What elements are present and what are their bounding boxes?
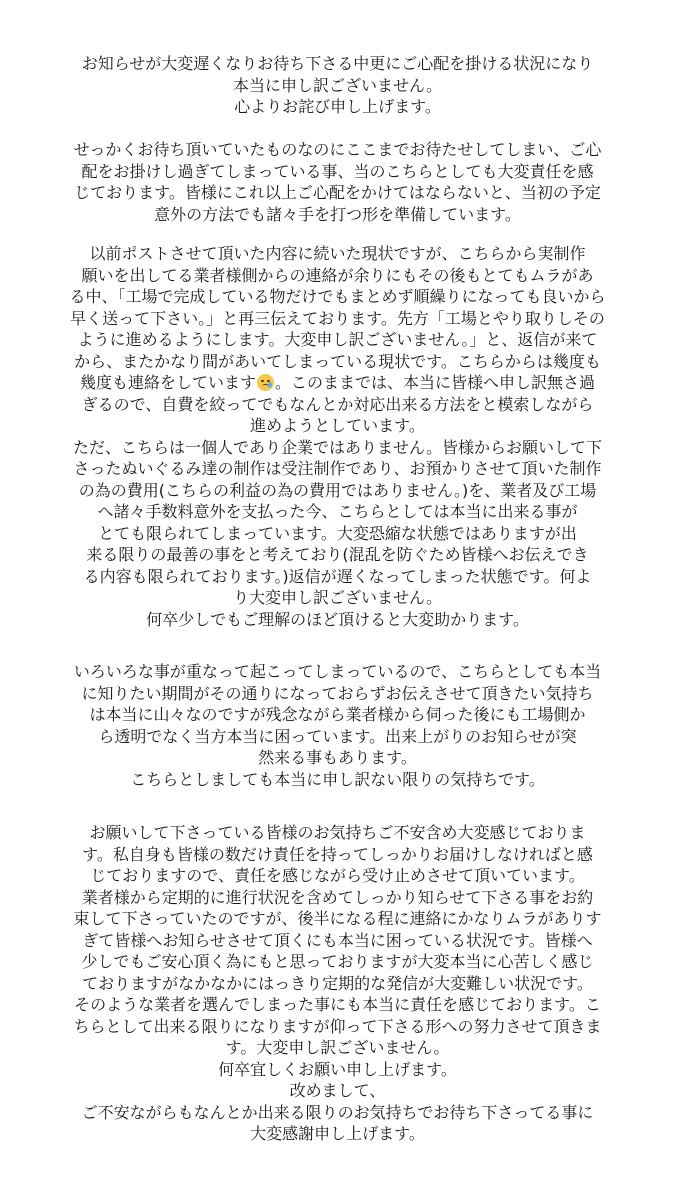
paragraph-closing	[66, 822, 609, 1145]
text-line: に知りたい期間がその通りになっておらずお伝えさせて頂きたい気持ち	[81, 683, 594, 703]
text-line: 心よりお詫び申し上げます。	[234, 97, 441, 116]
text-line: は本当に山々なのですが残念ながら業者様から伺った後にも工場側か	[89, 705, 586, 724]
text-line: お願いして下さっている皆様のお気持ちご不安含め大変感じておりま	[89, 823, 586, 842]
text-line: ただ、こちらは一個人であり企業ではありません。皆様からお願いして下	[73, 437, 602, 457]
text-line-with-emoji	[66, 372, 609, 394]
text-line: ぎて皆様へお知らせさせて頂くにも本当に困っている状況です。皆様へ	[82, 930, 593, 950]
text-line: ら透明でなく当方本当に困っています。出来上がりのお知らせが突	[98, 726, 577, 746]
text-line: 大変感謝申し上げます。	[250, 1124, 425, 1143]
text-line: 配をお掛けし過ぎてしまっている事、当のこちらとしても大変責任を感	[81, 161, 594, 181]
text-line: ように進めるようにします。大変申し訳ございません。」と、返信が来て	[77, 330, 598, 349]
text-line: 然来る事もあります。	[258, 748, 417, 767]
text-line: す。大変申し訳ございません。	[225, 1038, 450, 1057]
text-line: 願いを出してる業者様側からの連絡が余りにもその後もとてもムラがあ	[81, 265, 594, 285]
text-line: 意外の方法でも諸々手を打つ形を準備しています。	[154, 204, 521, 224]
text-line: 束して下さっていたのですが、後半になる程に連絡にかなりムラがありす	[73, 909, 602, 928]
text-line: 改めまして、	[289, 1081, 386, 1100]
text-line: 何卒宜しくお願い申し上げます。	[218, 1059, 457, 1079]
text-line: 本当に申し訳ございません。	[233, 75, 442, 95]
text-line: じておりますので、責任を感じながら受け止めさせて頂いています。	[90, 866, 585, 885]
text-line: 業者様から定期的に進行状況を含めてしっかり知らせて下さる事をお約	[81, 887, 594, 907]
text-line: ておりますがなかなかにはっきり定期的な発信が大変難しい状況です。	[82, 973, 593, 993]
text-line: いろいろな事が重なって起こってしまっているので、こちらとしても本当	[73, 662, 602, 681]
text-line: る中、「工場で完成している物だけでもまとめず順繰りになっても良いから	[69, 287, 606, 306]
paragraph-current-status	[66, 243, 609, 630]
text-line: とても限られてしまっています。大変恐縮な状態ではありますが出	[98, 523, 577, 543]
text-line: 以前ポストさせて頂いた内容に続いた現状ですが、こちらから実制作	[89, 244, 586, 263]
text-line: そのような業者を選んでしまった事にも本当に責任を感じております。こ	[74, 995, 601, 1014]
text-line: ご不安ながらもなんとか出来る限りのお気持ちでお待ち下さってる事に	[81, 1102, 594, 1122]
text-line: から、またかなり間があいてしまっている現状です。こちらからは幾度も	[74, 351, 601, 371]
text-line: 何卒少しでもご理解のほど頂けると大変助かります。	[146, 609, 529, 629]
text-line: る内容も限られております。)返信が遅くなってしまった状態です。何よ	[83, 566, 592, 586]
paragraph-apology-intro	[66, 53, 609, 118]
text-line: 少しでもご安心頂く為にもと思っておりますが大変本当に心苦しく感じ	[81, 952, 594, 971]
text-line: 早く送って下さい。」と再三伝えております。先方「工場とやり取りしその	[70, 308, 605, 328]
text-line: ぎるので、自費を絞ってでもなんとか対応出来る方法をと模索しながら	[81, 394, 594, 414]
text-line: す。私自身も皆様の数だけ責任を持ってしっかりお届けしなければと感	[82, 844, 593, 864]
text-line: さったぬいぐるみ達の制作は受注制作であり、お預かりさせて頂いた制作	[73, 459, 602, 478]
paragraph-responsibility	[66, 139, 609, 225]
text-segment: 。このままでは、本当に皆様へ申し訳無さ過	[275, 373, 596, 392]
paragraph-circumstances	[66, 661, 609, 790]
text-line: の為の費用(こちらの利益の為の費用ではありません。)を、業者及び工場	[78, 480, 597, 500]
text-line: お知らせが大変遅くなりお待ち下さる中更にご心配を掛ける状況になり	[81, 54, 594, 73]
text-line: 進めようとしています。	[250, 416, 425, 435]
crying-face-icon	[257, 374, 274, 391]
text-line: へ諸々手数料意外を支払った今、こちらとしては本当に出来る事が	[97, 502, 578, 521]
text-line: り大変申し訳ございません。	[233, 588, 442, 607]
text-line: ちらとして出来る限りになりますが仰って下さる形への努力させて頂きま	[73, 1016, 602, 1036]
text-segment: 幾度も連絡をしています	[79, 373, 256, 392]
text-line: 来る限りの最善の事をと考えており(混乱を防ぐため皆様へお伝えでき	[86, 545, 589, 564]
text-line: こちらとしましても本当に申し訳ない限りの気持ちです。	[130, 769, 545, 789]
text-line: せっかくお待ち頂いていたものなのにここまでお待たせしてしまい、ご心	[73, 140, 602, 159]
text-line: じております。皆様にこれ以上ご心配をかけてはならないと、当初の予定	[74, 183, 601, 202]
